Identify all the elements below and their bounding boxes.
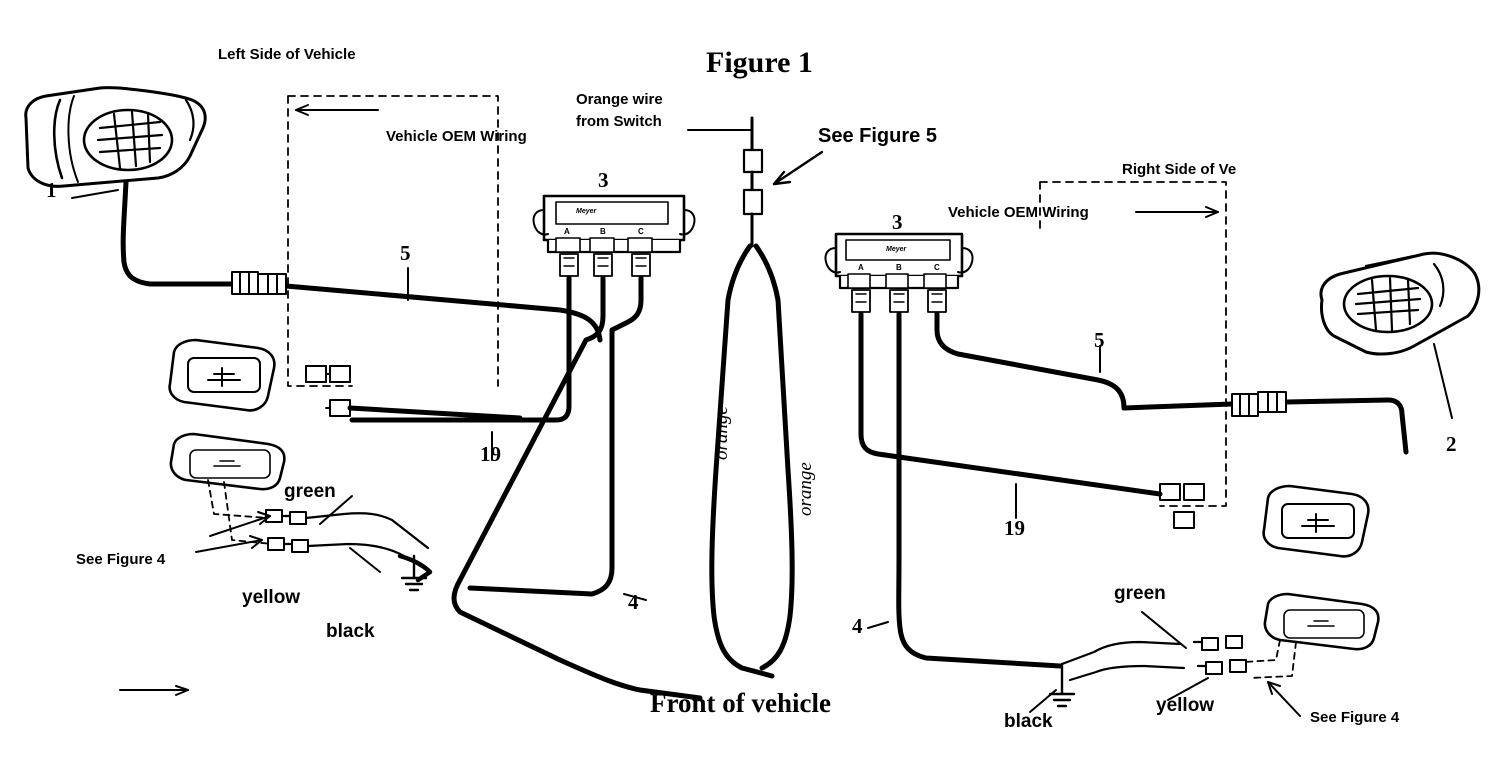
green-left-label: green bbox=[284, 481, 336, 502]
right-marker-lamp-upper bbox=[1264, 486, 1369, 556]
green-right-label: green bbox=[1114, 583, 1166, 604]
orange-wire-switch-label-line2: from Switch bbox=[576, 113, 662, 130]
callout-3-right: 3 bbox=[892, 210, 903, 234]
orange-wire-left-label: orange bbox=[711, 406, 732, 460]
left-module-pin-c: C bbox=[638, 227, 644, 236]
see-figure-4-left-label: See Figure 4 bbox=[76, 551, 166, 568]
right-side-header: Right Side of Ve bbox=[1122, 161, 1237, 178]
callout-19-right: 19 bbox=[1004, 516, 1025, 540]
orange-wire-right-label: orange bbox=[795, 462, 816, 516]
oem-wiring-right-label: Vehicle OEM Wiring bbox=[948, 204, 1089, 221]
left-module-brand: Meyer bbox=[576, 208, 597, 215]
callout-5-left: 5 bbox=[400, 241, 411, 265]
left-side-header: Left Side of Vehicle bbox=[218, 46, 356, 63]
yellow-right-label: yellow bbox=[1156, 695, 1215, 716]
left-marker-lamp-lower bbox=[171, 434, 284, 489]
callout-1: 1 bbox=[46, 178, 57, 202]
front-of-vehicle-label: Front of vehicle bbox=[650, 688, 831, 718]
callout-2: 2 bbox=[1446, 432, 1457, 456]
figure-title: Figure 1 bbox=[706, 46, 813, 79]
callout-4-left: 4 bbox=[628, 590, 639, 614]
callout-3-left: 3 bbox=[598, 168, 609, 192]
right-module-brand: Meyer bbox=[886, 246, 907, 253]
callout-5-right: 5 bbox=[1094, 328, 1105, 352]
right-module-pin-a: A bbox=[858, 263, 864, 272]
right-module-pin-c: C bbox=[934, 263, 940, 272]
yellow-left-label: yellow bbox=[242, 587, 301, 608]
orange-wire-switch-label-line1: Orange wire bbox=[576, 91, 663, 108]
callout-4-right: 4 bbox=[852, 614, 863, 638]
right-headlamp bbox=[1321, 253, 1479, 354]
left-headlamp bbox=[26, 88, 205, 187]
left-module-pin-b: B bbox=[600, 227, 606, 236]
black-right-label: black bbox=[1004, 711, 1053, 732]
right-marker-lamp-lower bbox=[1265, 594, 1378, 649]
black-left-label: black bbox=[326, 621, 375, 642]
right-module-pin-b: B bbox=[896, 263, 902, 272]
left-module-pin-a: A bbox=[564, 227, 570, 236]
left-module bbox=[533, 196, 694, 276]
oem-wiring-left-label: Vehicle OEM Wiring bbox=[386, 128, 527, 145]
see-figure-5-label: See Figure 5 bbox=[818, 125, 937, 147]
see-figure-4-right-label: See Figure 4 bbox=[1310, 709, 1400, 726]
callout-19-left: 19 bbox=[480, 442, 501, 466]
left-marker-lamp-upper bbox=[170, 340, 275, 410]
